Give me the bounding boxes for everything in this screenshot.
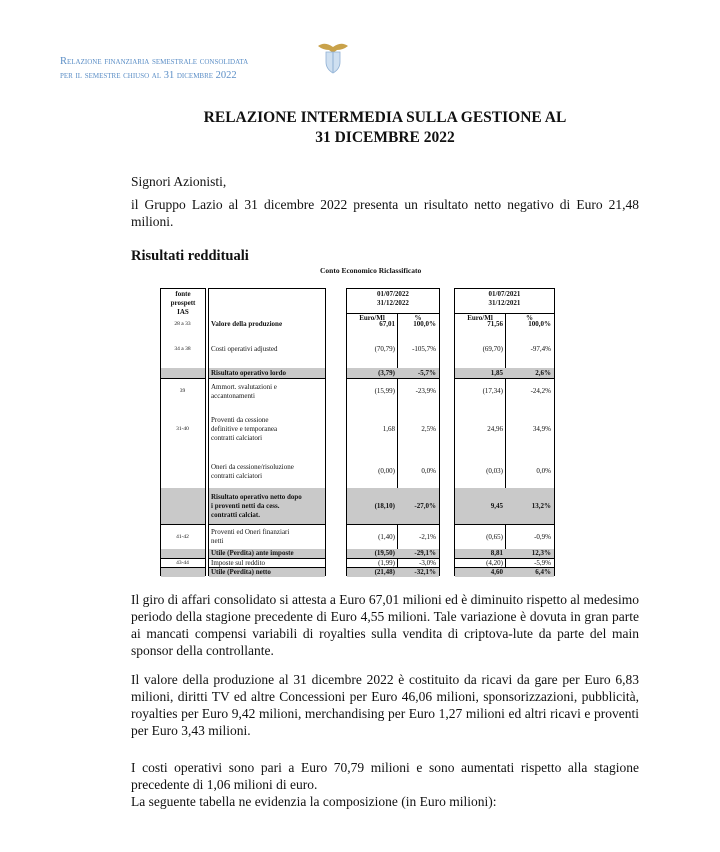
label-cell [209,368,324,378]
period-1-value: (21,48) [374,568,395,576]
period-2-value: 1,85 [490,368,503,377]
period-2-value: (69,70) [482,344,503,353]
label-cell [209,549,324,558]
period-1-percent: -105,7% [412,344,436,353]
document-header [60,55,248,83]
period-2-column [454,288,555,576]
period-2-value: (0,65) [486,532,503,541]
period-2-percent: -97,4% [530,344,551,353]
period-2-value: (0,03) [486,467,503,475]
fonte-cell [161,488,204,524]
period-1-percent: -5,7% [417,368,436,377]
title-line-1: RELAZIONE INTERMEDIA SULLA GESTIONE AL [203,109,567,126]
period-1-value: 67,01 [379,320,395,328]
period-1-value: (1,40) [378,532,395,541]
label-line: Valore della produzione [211,320,283,328]
period-1-percent: -27,0% [414,501,436,510]
table-row [161,559,205,568]
period-1-percent: -32,1% [414,568,436,576]
section-title: Risultati reddituali [131,248,249,264]
table-row [455,549,554,559]
label-line: Risultato operativo netto dopo [211,492,302,501]
period-1-value: (19,50) [374,549,395,557]
period-1-line-1: 01/07/2022 [377,290,409,298]
label-cell [209,404,324,455]
header-line-1: Relazione finanziaria semestrale consolidata [60,56,249,67]
table-row [347,559,439,568]
label-line: contratti calciatori [211,471,263,480]
fonte-cell: 39 [179,388,186,394]
label-line: Utile (Perdita) ante imposte [211,549,294,557]
label-cell [209,379,324,404]
fonte-cell [161,455,204,488]
period-1-value: (18,10) [374,501,395,510]
period-1-header [347,290,439,308]
label-cell [209,319,324,330]
period-2-value: (17,34) [482,387,503,395]
label-column [208,288,326,576]
period-2-value: 24,96 [487,425,503,433]
table-row [209,368,325,379]
greeting: Signori Azionisti, [131,174,227,189]
period-1-value: 1,68 [382,425,395,433]
label-line: netti [211,537,224,545]
period-1-column [346,288,440,576]
label-cell [209,455,324,488]
period-2-value: 4,60 [490,568,503,576]
period-2-unit: Euro/Ml [455,313,505,323]
table-row [161,525,205,549]
period-1-value: (15,99) [374,387,395,395]
label-line: Proventi ed Oneri finanziari [211,528,290,536]
label-line: definitive e temporanea [211,425,278,433]
table-row [455,525,554,549]
table-row [347,368,439,379]
period-1-percent: -23,9% [415,387,436,395]
period-1-percent: 2,5% [421,425,436,433]
table-row [209,525,325,549]
table-row [347,455,439,488]
table-row [347,319,439,330]
table-row [209,330,325,368]
label-cell [209,568,324,577]
paragraph-3: I costi operativi sono pari a Euro 70,79 milioni e sono aumentati rispetto alla stagione precedente di 1,06 milioni di euro. [131,760,639,792]
label-cell [209,559,324,567]
period-2-percent: -5,9% [534,558,551,567]
period-1-value: (70,79) [374,344,395,353]
period-2-line-2: 31/12/2021 [488,299,521,307]
fonte-cell: 28 a 33 [174,321,191,327]
period-1-value: (1,99) [378,558,395,567]
table-row [161,319,205,330]
period-1-unit: Euro/Ml [347,313,397,323]
label-line: i proventi netti da cess. [211,501,280,510]
period-2-line-1: 01/07/2021 [488,290,521,298]
table-row [209,568,325,577]
period-2-percent: 12,3% [531,549,551,557]
period-2-percent: 34,9% [532,425,551,433]
table-row [161,488,205,525]
period-2-percent: 13,2% [531,501,551,510]
fonte-cell [161,368,204,378]
table-row [455,319,554,330]
label-cell [209,330,324,368]
table-row [161,404,205,455]
table-row [209,488,325,525]
table-caption: Conto Economico Riclassificato [320,266,422,275]
period-1-percent: -3,0% [419,558,436,567]
table-row [455,568,554,577]
table-row [347,404,439,455]
table-row [347,568,439,577]
eagle-logo-icon [316,38,350,74]
label-line: Oneri da cessione/risoluzione [211,462,294,471]
period-2-percent: 6,4% [535,568,551,576]
label-cell [209,525,324,549]
income-statement-table [160,288,560,576]
paragraph-1: Il giro di affari consolidato si attesta a Euro 67,01 milioni ed è diminuito rispetto al medesimo periodo della stagione precedente di Euro 4,55 milioni. Tale variazione è dovuta in gran parte ai mancati compensi variabili di royalties sulla vendita di criptova-lute da parte del main sponsor della controllante. [131,592,639,658]
label-line: Ammort. svalutazioni e [211,382,277,391]
table-row [455,379,554,404]
table-row [347,525,439,549]
period-2-percent: 2,6% [535,368,551,377]
table-row [209,319,325,330]
period-1-line-2: 31/12/2022 [377,299,409,307]
period-2-header [455,290,554,308]
table-row [455,559,554,568]
table-row [347,488,439,525]
table-row [161,379,205,404]
label-line: Risultato operativo lordo [211,368,287,377]
fonte-cell: 31-40 [176,426,189,432]
header-line-2: per il semestre chiuso al 31 dicembre 2022 [60,70,237,81]
table-row [455,368,554,379]
page-title [120,108,650,148]
period-2-value: 8,81 [490,549,503,557]
period-2-pct: % [505,313,554,323]
label-line: Proventi da cessione [211,416,269,424]
fonte-cell [161,568,204,577]
label-line: Costi operativi adjusted [211,344,278,353]
fonte-header-1: fonte [175,290,191,298]
period-2-percent: -0,9% [534,532,551,541]
table-row [455,455,554,488]
period-2-value: (4,20) [486,558,503,567]
table-row [209,549,325,559]
fonte-cell: 43-44 [176,559,189,566]
period-2-percent: -24,2% [530,387,551,395]
table-row [347,330,439,368]
table-row [209,455,325,488]
period-2-percent: 0,0% [536,467,551,475]
fonte-cell: 34 a 38 [174,345,191,352]
fonte-header-2: prospett [170,299,196,307]
table-row [161,455,205,488]
fonte-column [160,288,206,576]
label-line: Utile (Perdita) netto [211,568,271,576]
period-1-percent: 0,0% [421,467,436,475]
period-2-percent: 100,0% [528,320,551,328]
table-row [209,404,325,455]
title-line-2: 31 DICEMBRE 2022 [315,129,455,146]
table-row [209,379,325,404]
table-row [161,568,205,577]
label-line: contratti calciat. [211,510,260,519]
table-row [455,488,554,525]
period-1-percent: -29,1% [414,549,436,557]
period-2-value: 9,45 [490,501,503,510]
fonte-header-3: IAS [177,308,189,316]
fonte-cell: 41-42 [176,533,189,540]
period-2-value: 71,56 [487,320,503,328]
period-1-value: (3,79) [378,368,395,377]
fonte-header [161,290,205,317]
period-1-percent: 100,0% [413,320,436,328]
table-row [209,559,325,568]
table-row [161,330,205,368]
fonte-cell [161,549,204,558]
label-line: Imposte sul reddito [211,558,266,567]
table-row [161,549,205,559]
paragraph-4: La seguente tabella ne evidenzia la composizione (in Euro milioni): [131,794,497,809]
table-row [347,379,439,404]
table-row [455,404,554,455]
table-row [347,549,439,559]
label-line: contratti calciatori [211,434,263,442]
period-1-value: (0,00) [378,467,395,475]
intro-paragraph: il Gruppo Lazio al 31 dicembre 2022 presenta un risultato netto negativo di Euro 21,48 milioni. [131,197,639,229]
table-row [161,368,205,379]
period-1-percent: -2,1% [419,532,436,541]
table-row [455,330,554,368]
paragraph-2: Il valore della produzione al 31 dicembre 2022 è costituito da ricavi da gare per Euro 6,83 milioni, diritti TV ed altre Concessioni per Euro 46,06 milioni, sponsorizzazioni, pubblicità, royalties per Euro 9,42 milioni, merchandising per Euro 1,27 milioni ed altri ricavi e proventi per Euro 3,43 milioni. [131,672,639,738]
label-line: accantonamenti [211,391,255,400]
period-1-pct: % [397,313,439,323]
label-cell [209,488,324,524]
